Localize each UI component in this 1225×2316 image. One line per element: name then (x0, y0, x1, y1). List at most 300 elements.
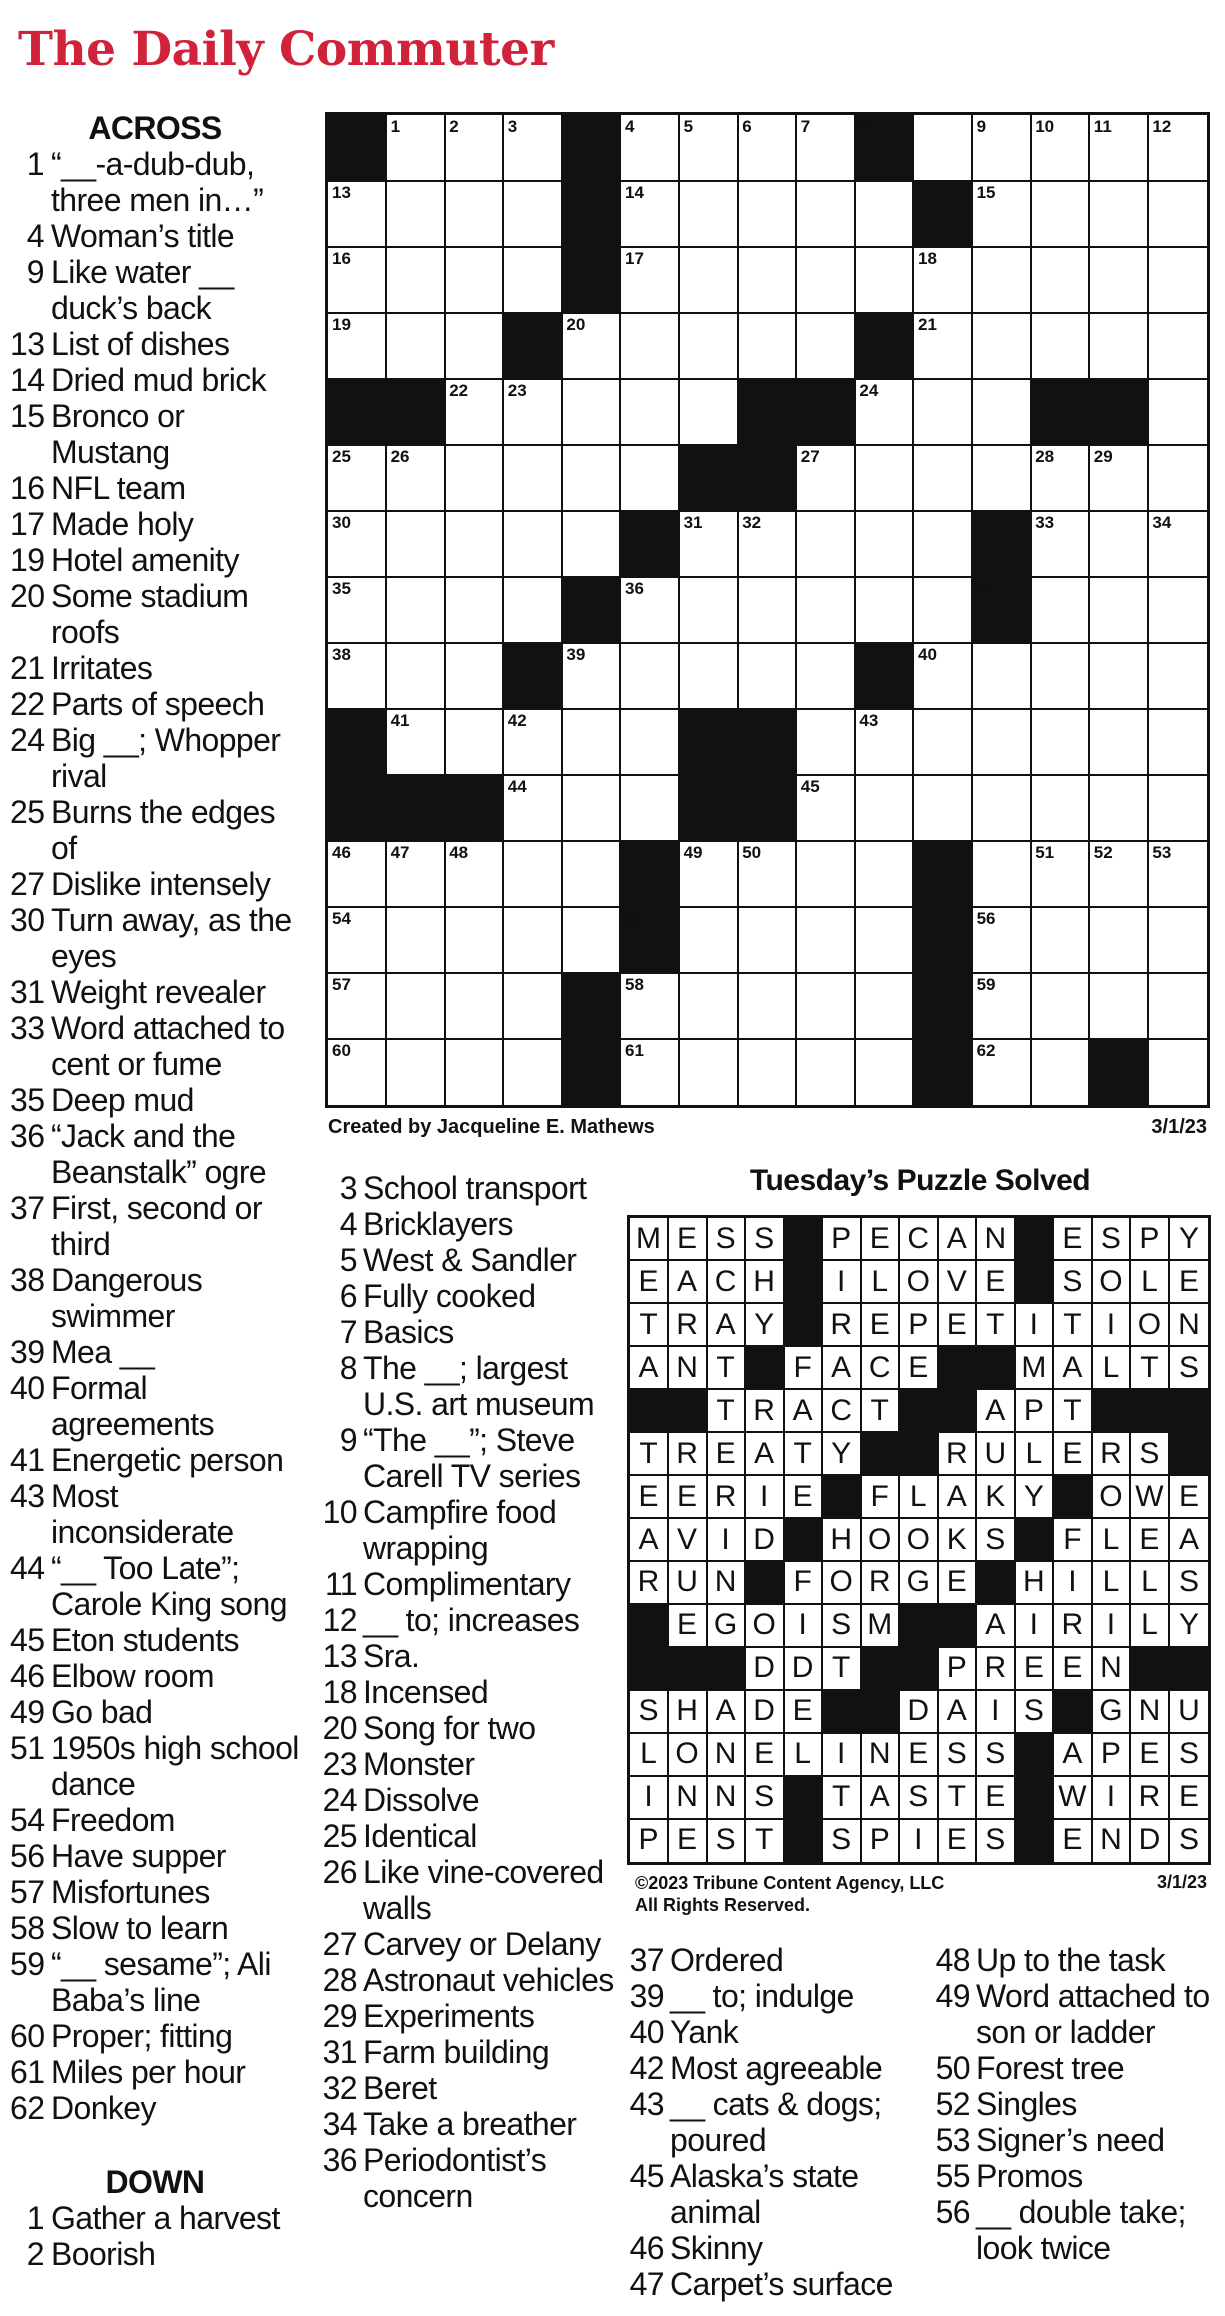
cell-number: 21 (918, 315, 937, 334)
clue-text: The __; largest U.S. art museum (363, 1350, 595, 1422)
grid-cell[interactable] (680, 907, 739, 974)
clue-number: 37 (10, 1190, 45, 1226)
grid-cell[interactable] (855, 775, 914, 842)
grid-cell[interactable] (387, 907, 446, 974)
solution-letter: S (977, 1733, 1016, 1776)
grid-cell[interactable] (797, 709, 856, 776)
grid-cell[interactable] (1090, 775, 1149, 842)
grid-cell[interactable] (562, 379, 621, 446)
solution-letter: T (746, 1819, 785, 1862)
grid-cell[interactable] (914, 577, 973, 644)
grid-cell[interactable] (387, 643, 446, 710)
grid-cell[interactable] (973, 1039, 1032, 1105)
grid-cell[interactable] (1090, 907, 1149, 974)
across-clue-list (10, 146, 300, 2126)
grid-cell[interactable] (621, 115, 680, 182)
grid-cell[interactable] (387, 709, 446, 776)
grid-cell[interactable] (387, 445, 446, 512)
solution-letter: N (861, 1733, 900, 1776)
grid-cell[interactable] (973, 973, 1032, 1040)
grid-cell[interactable] (973, 445, 1032, 512)
black-square (562, 247, 621, 314)
grid-cell[interactable] (387, 511, 446, 578)
clue-number: 10 (322, 1494, 357, 1530)
grid-cell[interactable] (1090, 577, 1149, 644)
grid-cell[interactable] (1148, 643, 1207, 710)
grid-cell[interactable] (504, 115, 563, 182)
grid-cell[interactable] (680, 511, 739, 578)
grid-cell[interactable] (855, 577, 914, 644)
down-clue (315, 1350, 615, 1422)
grid-cell[interactable] (387, 1039, 446, 1105)
grid-cell[interactable] (387, 247, 446, 314)
solution-letter: E (784, 1476, 823, 1519)
solution-letter: E (1054, 1647, 1093, 1690)
grid-cell[interactable] (1090, 115, 1149, 182)
clue-column-3 (622, 1942, 922, 2302)
clue-number: 1 (26, 2200, 44, 2236)
clue-number: 16 (10, 470, 45, 506)
grid-cell[interactable] (1148, 313, 1207, 380)
grid-cell[interactable] (621, 577, 680, 644)
solution-letter: R (669, 1304, 708, 1347)
across-clue (10, 2054, 300, 2090)
grid-cell[interactable] (387, 115, 446, 182)
solution-letter: H (1015, 1561, 1054, 1604)
grid-cell[interactable] (680, 577, 739, 644)
solution-letter: P (938, 1647, 977, 1690)
grid-cell[interactable] (1031, 313, 1090, 380)
grid-cell[interactable] (445, 1039, 504, 1105)
grid-cell[interactable] (1148, 511, 1207, 578)
clue-number: 25 (10, 794, 45, 830)
solution-letter: L (1015, 1433, 1054, 1476)
clue-number: 31 (10, 974, 45, 1010)
grid-cell[interactable] (738, 511, 797, 578)
grid-cell[interactable] (797, 445, 856, 512)
down-clue (315, 2142, 615, 2214)
grid-cell[interactable] (680, 247, 739, 314)
grid-cell[interactable] (504, 973, 563, 1040)
solution-black-square (1015, 1519, 1054, 1562)
grid-cell[interactable] (973, 247, 1032, 314)
grid-cell[interactable] (1090, 973, 1149, 1040)
grid-cell[interactable] (973, 841, 1032, 908)
down-clue (622, 2014, 922, 2050)
grid-cell[interactable] (504, 907, 563, 974)
grid-cell[interactable] (504, 577, 563, 644)
grid-cell[interactable] (1148, 709, 1207, 776)
grid-cell[interactable] (445, 379, 504, 446)
crossword-grid[interactable] (325, 112, 1210, 1108)
grid-cell[interactable] (621, 247, 680, 314)
cell-number: 30 (332, 513, 351, 532)
grid-cell[interactable] (1090, 511, 1149, 578)
solution-letter: S (707, 1819, 746, 1862)
grid-cell[interactable] (445, 313, 504, 380)
grid-cell[interactable] (621, 379, 680, 446)
grid-cell[interactable] (797, 643, 856, 710)
grid-cell[interactable] (855, 247, 914, 314)
grid-cell[interactable] (445, 709, 504, 776)
grid-cell[interactable] (562, 511, 621, 578)
black-square (562, 181, 621, 248)
across-clue (10, 578, 300, 650)
grid-cell[interactable] (562, 643, 621, 710)
clue-column-2 (315, 1170, 615, 2214)
grid-cell[interactable] (855, 841, 914, 908)
grid-cell[interactable] (621, 775, 680, 842)
grid-cell[interactable] (445, 577, 504, 644)
grid-cell[interactable] (1148, 181, 1207, 248)
grid-cell[interactable] (738, 313, 797, 380)
grid-cell[interactable] (797, 1039, 856, 1105)
solution-letter: O (1092, 1261, 1131, 1304)
grid-cell[interactable] (973, 313, 1032, 380)
grid-cell[interactable] (680, 313, 739, 380)
grid-cell[interactable] (621, 709, 680, 776)
clue-number: 23 (322, 1746, 357, 1782)
solution-letter: C (823, 1390, 862, 1433)
down-clue (10, 2236, 300, 2272)
solution-black-square (1131, 1647, 1170, 1690)
grid-cell[interactable] (738, 1039, 797, 1105)
grid-cell[interactable] (914, 445, 973, 512)
solution-black-square (1015, 1733, 1054, 1776)
solution-letter: M (1015, 1347, 1054, 1390)
grid-cell[interactable] (328, 445, 387, 512)
grid-cell[interactable] (504, 841, 563, 908)
across-clue (10, 902, 300, 974)
grid-cell[interactable] (738, 115, 797, 182)
grid-cell[interactable] (1090, 643, 1149, 710)
cell-number: 38 (332, 645, 351, 664)
grid-cell[interactable] (1090, 709, 1149, 776)
solution-black-square (1169, 1390, 1208, 1433)
cell-number: 42 (507, 711, 527, 730)
grid-cell[interactable] (1090, 841, 1149, 908)
black-square (387, 775, 446, 842)
grid-cell[interactable] (797, 115, 856, 182)
cell-number: 59 (976, 975, 996, 994)
grid-cell[interactable] (738, 841, 797, 908)
grid-cell[interactable] (445, 247, 504, 314)
grid-cell[interactable] (797, 511, 856, 578)
clue-text: “__ Too Late”; Carole King song (51, 1550, 287, 1622)
grid-cell[interactable] (1090, 445, 1149, 512)
grid-cell[interactable] (1148, 973, 1207, 1040)
grid-cell[interactable] (738, 907, 797, 974)
solution-letter: E (669, 1218, 708, 1261)
grid-cell[interactable] (973, 379, 1032, 446)
grid-cell[interactable] (1031, 973, 1090, 1040)
black-square (621, 841, 680, 908)
grid-cell[interactable] (504, 247, 563, 314)
grid-cell[interactable] (1031, 445, 1090, 512)
solution-letter: L (1131, 1561, 1170, 1604)
solution-letter: I (1015, 1304, 1054, 1347)
grid-cell[interactable] (445, 643, 504, 710)
clue-number: 62 (10, 2090, 45, 2126)
clue-text: Carvey or Delany (363, 1926, 601, 1962)
clue-number: 59 (10, 1946, 45, 1982)
grid-cell[interactable] (1031, 775, 1090, 842)
black-square (914, 973, 973, 1040)
grid-cell[interactable] (328, 841, 387, 908)
across-clue (10, 1082, 300, 1118)
solution-black-square (630, 1604, 669, 1647)
clue-text: __ to; indulge (670, 1978, 854, 2014)
grid-cell[interactable] (445, 181, 504, 248)
grid-cell[interactable] (973, 709, 1032, 776)
grid-cell[interactable] (621, 313, 680, 380)
solution-letter: K (977, 1476, 1016, 1519)
solution-letter: P (1131, 1218, 1170, 1261)
grid-cell[interactable] (738, 973, 797, 1040)
solution-letter: R (1092, 1433, 1131, 1476)
solution-grid (627, 1215, 1211, 1865)
cell-number: 31 (683, 513, 703, 532)
grid-cell[interactable] (1031, 577, 1090, 644)
grid-cell[interactable] (562, 775, 621, 842)
clue-number: 6 (339, 1278, 357, 1314)
grid-cell[interactable] (445, 973, 504, 1040)
solution-letter: A (707, 1304, 746, 1347)
grid-cell[interactable] (445, 511, 504, 578)
grid-cell[interactable] (973, 907, 1032, 974)
grid-cell[interactable] (680, 181, 739, 248)
black-square (680, 709, 739, 776)
grid-cell[interactable] (1148, 1039, 1207, 1105)
cell-number: 17 (625, 249, 644, 268)
black-square (328, 379, 387, 446)
down-clue (315, 1602, 615, 1638)
clue-text: Forest tree (976, 2050, 1125, 2086)
grid-cell[interactable] (973, 643, 1032, 710)
black-square (504, 313, 563, 380)
grid-cell[interactable] (1148, 907, 1207, 974)
grid-cell[interactable] (973, 181, 1032, 248)
clue-column-1 (10, 110, 300, 2272)
grid-cell[interactable] (328, 907, 387, 974)
grid-cell[interactable] (855, 379, 914, 446)
grid-cell[interactable] (797, 247, 856, 314)
grid-cell[interactable] (914, 247, 973, 314)
grid-cell[interactable] (328, 247, 387, 314)
solution-letter: T (1054, 1390, 1093, 1433)
grid-cell[interactable] (562, 907, 621, 974)
grid-cell[interactable] (1090, 247, 1149, 314)
grid-cell[interactable] (387, 973, 446, 1040)
grid-cell[interactable] (562, 709, 621, 776)
grid-cell[interactable] (914, 115, 973, 182)
grid-cell[interactable] (1031, 511, 1090, 578)
grid-cell[interactable] (445, 841, 504, 908)
grid-cell[interactable] (738, 643, 797, 710)
solution-letter: V (938, 1261, 977, 1304)
grid-cell[interactable] (328, 577, 387, 644)
grid-cell[interactable] (562, 313, 621, 380)
grid-cell[interactable] (738, 577, 797, 644)
grid-cell[interactable] (621, 643, 680, 710)
grid-cell[interactable] (973, 115, 1032, 182)
grid-cell[interactable] (328, 181, 387, 248)
solution-letter: L (630, 1733, 669, 1776)
clue-number: 4 (339, 1206, 357, 1242)
grid-cell[interactable] (855, 445, 914, 512)
grid-cell[interactable] (621, 973, 680, 1040)
grid-cell[interactable] (1090, 313, 1149, 380)
grid-cell[interactable] (504, 1039, 563, 1105)
grid-cell[interactable] (738, 247, 797, 314)
clue-number: 52 (935, 2086, 970, 2122)
grid-cell[interactable] (1031, 841, 1090, 908)
grid-cell[interactable] (855, 511, 914, 578)
grid-cell[interactable] (738, 181, 797, 248)
grid-cell[interactable] (1148, 115, 1207, 182)
solution-letter: N (707, 1733, 746, 1776)
grid-cell[interactable] (1090, 181, 1149, 248)
grid-cell[interactable] (1031, 907, 1090, 974)
grid-cell[interactable] (1031, 643, 1090, 710)
solution-black-square (784, 1304, 823, 1347)
grid-cell[interactable] (680, 973, 739, 1040)
grid-cell[interactable] (445, 115, 504, 182)
clue-number: 38 (10, 1262, 45, 1298)
clue-number: 51 (10, 1730, 45, 1766)
black-square (914, 1039, 973, 1105)
grid-cell[interactable] (562, 841, 621, 908)
grid-cell[interactable] (797, 775, 856, 842)
solution-letter: T (823, 1647, 862, 1690)
cell-number: 54 (332, 909, 351, 928)
grid-cell[interactable] (504, 511, 563, 578)
down-clue (928, 2158, 1223, 2194)
grid-cell[interactable] (680, 841, 739, 908)
solution-black-square (900, 1647, 939, 1690)
grid-cell[interactable] (1148, 775, 1207, 842)
grid-cell[interactable] (387, 181, 446, 248)
grid-cell[interactable] (914, 379, 973, 446)
grid-cell[interactable] (621, 445, 680, 512)
cell-number: 1 (390, 117, 401, 136)
grid-cell[interactable] (855, 973, 914, 1040)
grid-cell[interactable] (328, 643, 387, 710)
grid-cell[interactable] (504, 379, 563, 446)
clue-number: 55 (935, 2158, 970, 2194)
grid-cell[interactable] (1148, 577, 1207, 644)
grid-cell[interactable] (797, 841, 856, 908)
clue-number: 21 (10, 650, 45, 686)
grid-cell[interactable] (328, 511, 387, 578)
grid-cell[interactable] (914, 313, 973, 380)
grid-cell[interactable] (1031, 115, 1090, 182)
black-square (855, 643, 914, 710)
grid-cell[interactable] (855, 181, 914, 248)
grid-cell[interactable] (797, 313, 856, 380)
grid-cell[interactable] (504, 181, 563, 248)
solution-letter: Y (1015, 1476, 1054, 1519)
grid-cell[interactable] (797, 973, 856, 1040)
grid-cell[interactable] (1148, 247, 1207, 314)
grid-cell[interactable] (914, 709, 973, 776)
grid-cell[interactable] (797, 577, 856, 644)
grid-cell[interactable] (328, 973, 387, 1040)
black-square (328, 115, 387, 182)
cell-number: 25 (332, 447, 351, 466)
grid-cell[interactable] (797, 907, 856, 974)
grid-cell[interactable] (1031, 181, 1090, 248)
grid-cell[interactable] (914, 643, 973, 710)
black-square (562, 973, 621, 1040)
grid-cell[interactable] (387, 841, 446, 908)
grid-cell[interactable] (621, 181, 680, 248)
solution-letter: N (707, 1776, 746, 1819)
black-square (973, 577, 1032, 644)
grid-cell[interactable] (914, 775, 973, 842)
clue-number: 36 (322, 2142, 357, 2178)
grid-cell[interactable] (1148, 841, 1207, 908)
grid-cell[interactable] (328, 1039, 387, 1105)
cell-number: 28 (1035, 447, 1055, 466)
grid-cell[interactable] (328, 313, 387, 380)
grid-cell[interactable] (387, 313, 446, 380)
grid-cell[interactable] (445, 907, 504, 974)
grid-cell[interactable] (680, 379, 739, 446)
grid-cell[interactable] (621, 1039, 680, 1105)
clue-number: 18 (322, 1674, 357, 1710)
down-clue (315, 1314, 615, 1350)
solution-letter: E (938, 1819, 977, 1862)
grid-cell[interactable] (680, 1039, 739, 1105)
clue-text: Have supper (51, 1838, 226, 1874)
across-clue (10, 1550, 300, 1622)
grid-cell[interactable] (504, 709, 563, 776)
grid-cell[interactable] (1031, 1039, 1090, 1105)
down-clue (928, 1978, 1223, 2050)
black-square (738, 709, 797, 776)
grid-cell[interactable] (680, 115, 739, 182)
solution-letter: L (1092, 1561, 1131, 1604)
clue-text: Like vine-covered walls (363, 1854, 604, 1926)
grid-cell[interactable] (797, 181, 856, 248)
grid-cell[interactable] (504, 775, 563, 842)
grid-cell[interactable] (855, 907, 914, 974)
grid-cell[interactable] (445, 445, 504, 512)
copyright-date: 3/1/23 (1156, 1872, 1207, 1892)
clue-text: Freedom (51, 1802, 175, 1838)
grid-cell[interactable] (562, 445, 621, 512)
solution-letter: S (977, 1819, 1016, 1862)
grid-cell[interactable] (680, 643, 739, 710)
solution-letter: D (746, 1519, 785, 1562)
solution-letter: I (1054, 1561, 1093, 1604)
grid-cell[interactable] (1031, 709, 1090, 776)
grid-cell[interactable] (387, 577, 446, 644)
cell-number: 26 (390, 447, 410, 466)
grid-cell[interactable] (1148, 445, 1207, 512)
grid-cell[interactable] (1031, 247, 1090, 314)
grid-cell[interactable] (914, 511, 973, 578)
clue-number: 24 (322, 1782, 357, 1818)
grid-cell[interactable] (973, 775, 1032, 842)
grid-cell[interactable] (855, 709, 914, 776)
grid-cell[interactable] (855, 1039, 914, 1105)
solution-letter: W (1131, 1476, 1170, 1519)
grid-cell[interactable] (1148, 379, 1207, 446)
clue-text: “__-a-dub-dub, three men in…” (51, 146, 264, 218)
grid-cell[interactable] (504, 445, 563, 512)
